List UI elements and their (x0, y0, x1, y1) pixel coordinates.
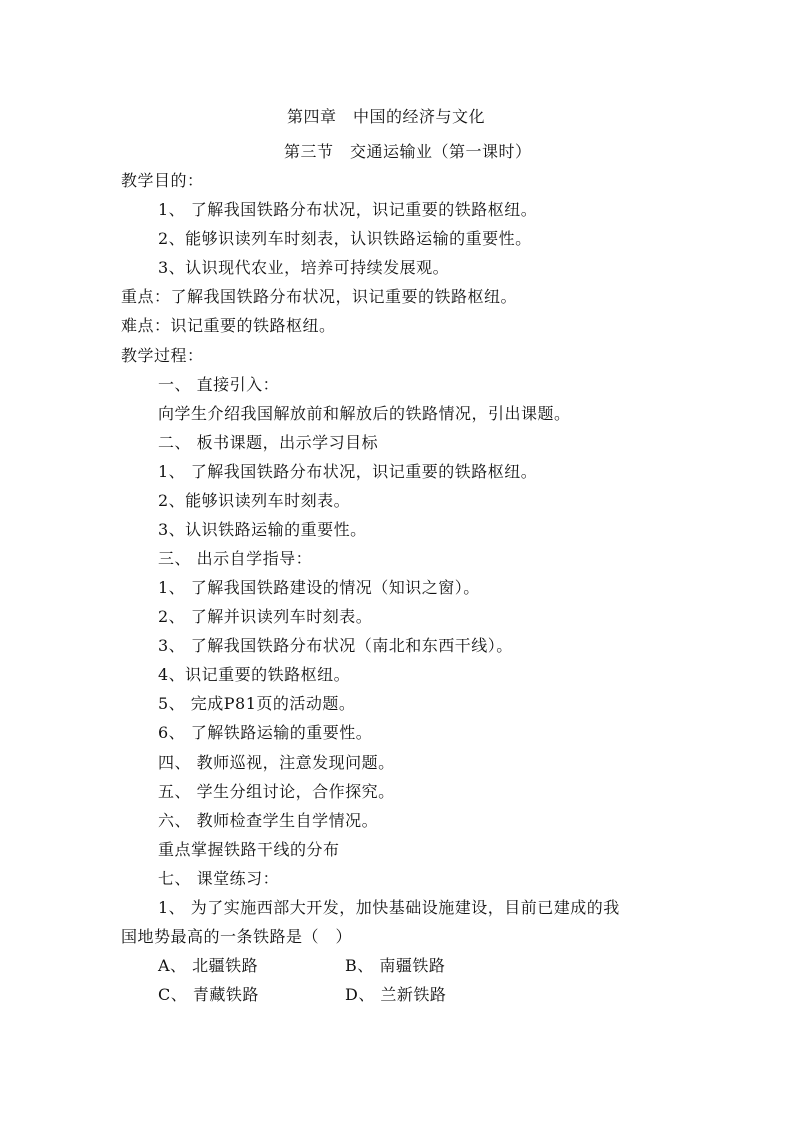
process-heading: 教学过程： (121, 346, 204, 365)
step2-item: 1、 了解我国铁路分布状况，识记重要的铁路枢纽。 (158, 462, 538, 481)
step3-item: 3、 了解我国铁路分布状况（南北和东西干线）。 (158, 636, 513, 655)
step5: 五、 学生分组讨论，合作探究。 (158, 782, 395, 801)
objective-item: 2、能够识读列车时刻表，认识铁路运输的重要性。 (158, 229, 532, 248)
emphasis-text: 重点掌握铁路干线的分布 (158, 840, 340, 859)
step3-heading: 三、 出示自学指导： (158, 549, 313, 568)
chapter-title: 第四章 中国的经济与文化 (287, 107, 486, 126)
objectives-heading: 教学目的： (121, 171, 204, 190)
objective-item: 1、 了解我国铁路分布状况，识记重要的铁路枢纽。 (158, 200, 538, 219)
option-a: A、 北疆铁路 (158, 956, 259, 975)
section-title: 第三节 交通运输业（第一课时） (284, 142, 532, 161)
question1-line2: 国地势最高的一条铁路是（ ） (121, 927, 353, 946)
key-point: 重点：了解我国铁路分布状况，识记重要的铁路枢纽。 (121, 287, 518, 306)
step3-item: 2、 了解并识读列车时刻表。 (158, 607, 373, 626)
option-b: B、 南疆铁路 (345, 956, 446, 975)
question1-line1: 1、 为了实施西部大开发，加快基础设施建设，目前已建成的我 (158, 898, 620, 917)
step2-item: 2、能够识读列车时刻表。 (158, 491, 351, 510)
option-c: C、 青藏铁路 (158, 985, 259, 1004)
step3-item: 1、 了解我国铁路建设的情况（知识之窗）。 (158, 578, 480, 597)
option-d: D、 兰新铁路 (345, 985, 447, 1004)
step3-item: 6、 了解铁路运输的重要性。 (158, 723, 373, 742)
step2-item: 3、认识铁路运输的重要性。 (158, 520, 367, 539)
difficult-point: 难点：识记重要的铁路枢纽。 (121, 316, 336, 335)
step3-item: 5、 完成P81页的活动题。 (158, 694, 356, 713)
step3-item: 4、识记重要的铁路枢纽。 (158, 665, 351, 684)
objective-item: 3、认识现代农业，培养可持续发展观。 (158, 258, 450, 277)
step7-heading: 七、 课堂练习： (158, 869, 280, 888)
step2-heading: 二、 板书课题，出示学习目标 (158, 433, 379, 452)
step4: 四、 教师巡视，注意发现问题。 (158, 753, 395, 772)
step1-text: 向学生介绍我国解放前和解放后的铁路情况，引出课题。 (158, 404, 571, 423)
step6: 六、 教师检查学生自学情况。 (158, 811, 379, 830)
step1-heading: 一、 直接引入： (158, 375, 280, 394)
